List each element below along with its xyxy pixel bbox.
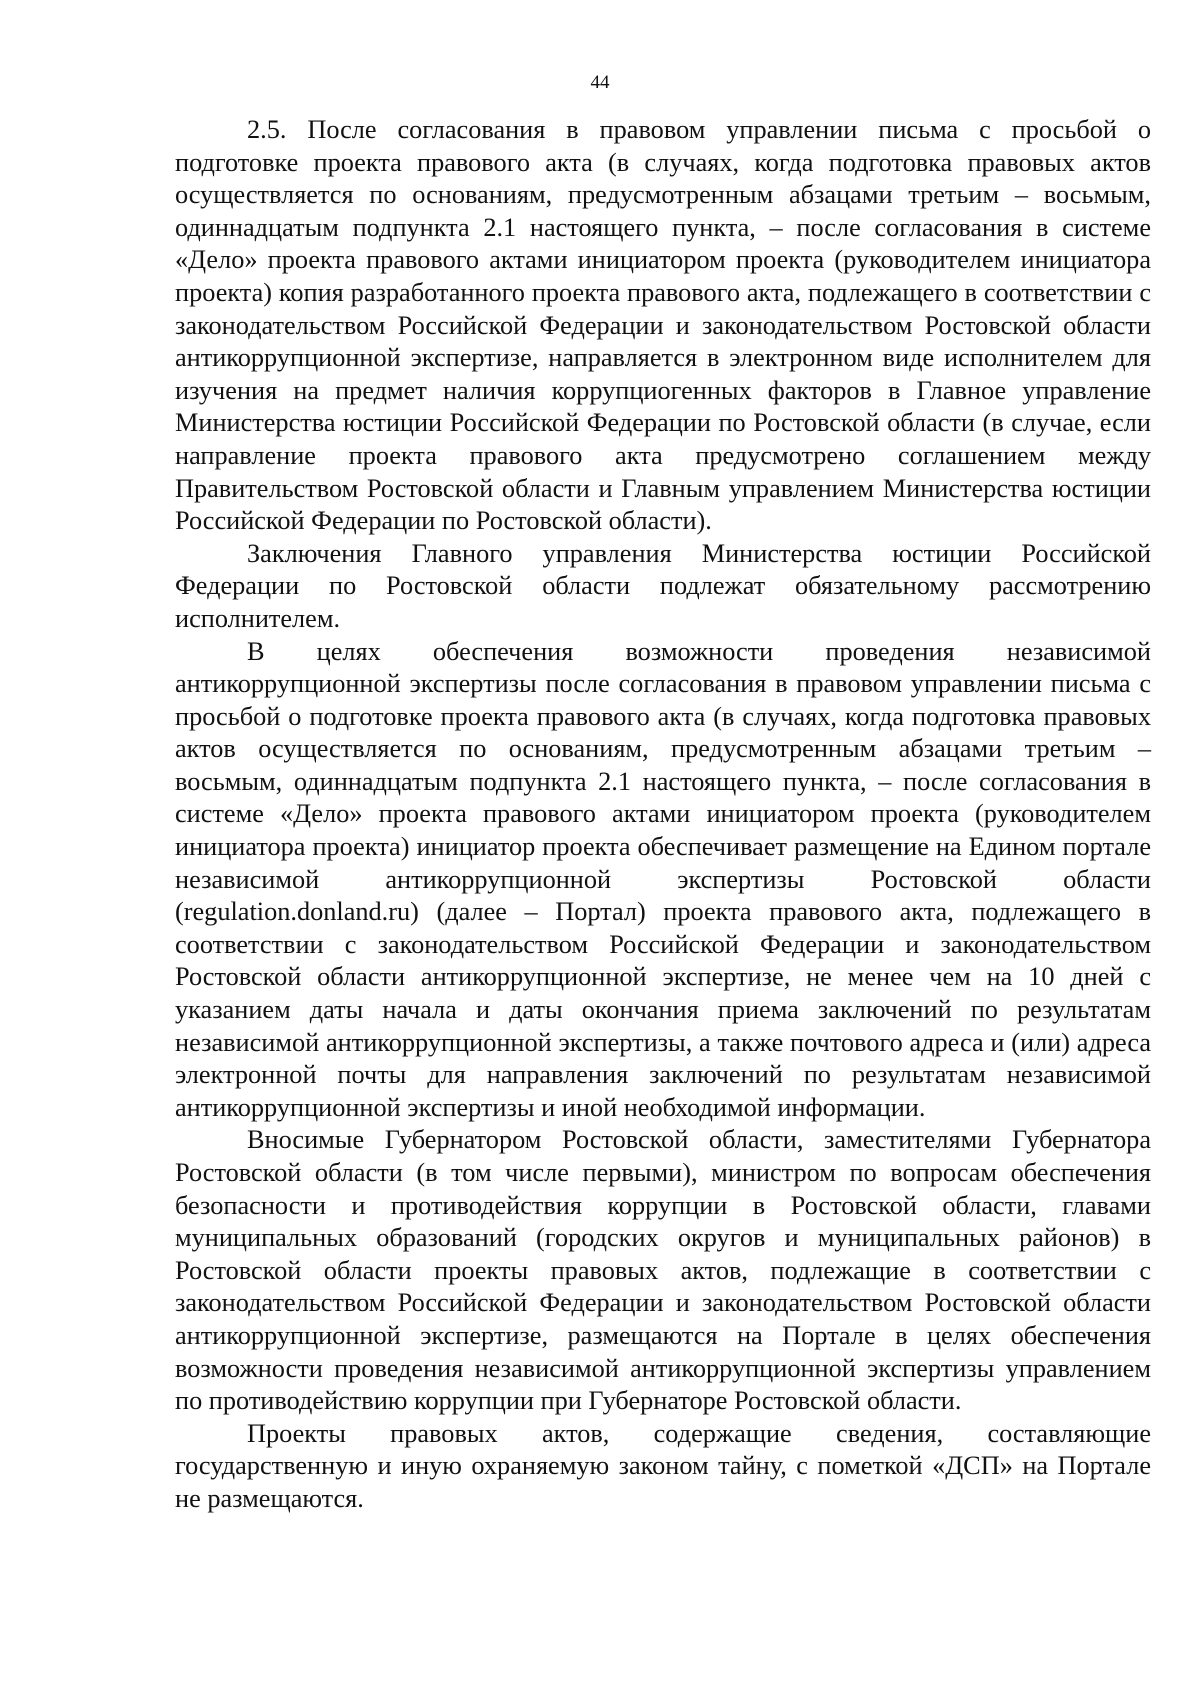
paragraph-2-5: 2.5. После согласования в правовом управлении письма с просьбой о подготовке проекта правового акта (в случаях, когда подготовка правовых актов осуществляется по основаниям, предусмотренным абзацами третьим – восьмым, одиннадцатым подпункта 2.1 настоящего пункта, – после согласования в системе «Дело» проекта правового актами инициатором проекта (руководителем инициатора проекта) копия разработанного проекта правового акта, подлежащего в соответствии с законодательством Российской Федерации и законодательством Ростовской области антикоррупционной экспертизе, направляется в электронном виде исполнителем для изучения на предмет наличия коррупциогенных факторов в Главное управление Министерства юстиции Российской Федерации по Ростовской области (в случае, если направление проекта правового акта предусмотрено соглашением между Правительством Ростовской области и Главным управлением Министерства юстиции Российской Федерации по Ростовской области). (175, 115, 1151, 536)
paragraph-restricted-drafts: Проекты правовых актов, содержащие сведения, составляющие государственную и иную охраняемую законом тайну, с пометкой «ДСП» на Портале не размещаются. (175, 1418, 1151, 1513)
paragraph-conclusions: Заключения Главного управления Министерства юстиции Российской Федерации по Ростовской области подлежат обязательному рассмотрению исполнителем. (175, 538, 1151, 633)
paragraph-independent-expertise: В целях обеспечения возможности проведения независимой антикоррупционной экспертизы после согласования в правовом управлении письма с просьбой о подготовке проекта правового акта (в случаях, когда подготовка правовых актов осуществляется по основаниям, предусмотренным абзацами третьим – восьмым, одиннадцатым подпункта 2.1 настоящего пункта, – после согласования в системе «Дело» проекта правового актами инициатором проекта (руководителем инициатора проекта) инициатор проекта обеспечивает размещение на Едином портале независимой антикоррупционной экспертизы Ростовской области (regulation.donland.ru) (далее – Портал) проекта правового акта, подлежащего в соответствии с законодательством Российской Федерации и законодательством Ростовской области антикоррупционной экспертизе, не менее чем на 10 дней с указанием даты начала и даты окончания приема заключений по результатам независимой антикоррупционной экспертизы, а также почтового адреса и (или) адреса электронной почты для направления заключений по результатам независимой антикоррупционной экспертизы и иной необходимой информации. (175, 636, 1151, 1122)
paragraph-governor-drafts: Вносимые Губернатором Ростовской области, заместителями Губернатора Ростовской области (в том числе первыми), министром по вопросам обеспечения безопасности и противодействия коррупции в Ростовской области, главами муниципальных образований (городских округов и муниципальных районов) в Ростовской области проекты правовых актов, подлежащие в соответствии с законодательством Российской Федерации и законодательством Ростовской области антикоррупционной экспертизе, размещаются на Портале в целях обеспечения возможности проведения независимой антикоррупционной экспертизы управлением по противодействию коррупции при Губернаторе Ростовской области. (175, 1125, 1151, 1416)
document-body (175, 114, 1151, 1516)
page-number: 44 (590, 72, 610, 93)
